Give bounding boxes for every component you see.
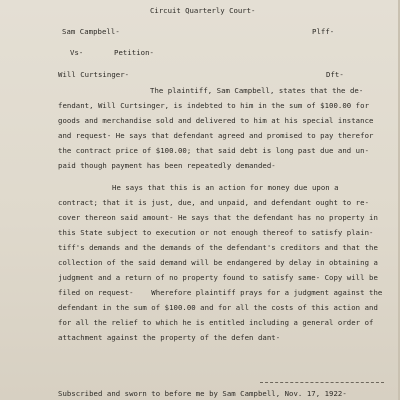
defendant-name: Will Curtsinger- xyxy=(58,70,130,79)
body-line: paid though payment has been repeatedly demanded- xyxy=(58,161,276,170)
body-line: cover thereon said amount- He says that the defendant has no property in xyxy=(58,213,378,222)
body-line: collection of the said demand will be endangered by delay in obtaining a xyxy=(58,258,378,267)
court-heading: Circuit Quarterly Court- xyxy=(150,6,256,15)
body-line: contract; that it is just, due, and unpaid, and defendant ought to re- xyxy=(58,198,370,207)
body-line: this State subject to execution or not enough thereof to satisfy plain- xyxy=(58,228,374,237)
plaintiff-name: Sam Campbell- xyxy=(62,27,120,36)
body-line: fendant, Will Curtsinger, is indebted to him in the sum of $100.00 for xyxy=(58,101,370,110)
petition-label: Petition- xyxy=(114,48,154,57)
body-line: judgment and a return of no property found to satisfy same- Copy will be xyxy=(58,273,378,282)
body-line: attachment against the property of the defen dant- xyxy=(58,333,281,342)
body-line: for all the relief to which he is entitled including a general order of xyxy=(58,318,374,327)
body-line: filed on request- Wherefore plaintiff prays for a judgment against the xyxy=(58,288,383,297)
versus-label: Vs- xyxy=(70,48,84,57)
body-line: defendant in the sum of $100.00 and for all the costs of this action and xyxy=(58,303,378,312)
plaintiff-role: Plff- xyxy=(312,27,335,36)
body-line: and request- He says that defendant agreed and promised to pay therefor xyxy=(58,131,374,140)
body-line: The plaintiff, Sam Campbell, states that the de- xyxy=(150,86,364,95)
body-line: He says that this is an action for money due upon a xyxy=(112,183,339,192)
signature-line xyxy=(260,382,384,383)
body-line: tiff's demands and the demands of the defendant's creditors and that the xyxy=(58,243,378,252)
body-line: the contract price of $100.00; that said debt is long past due and un- xyxy=(58,146,370,155)
defendant-role: Dft- xyxy=(326,70,344,79)
body-line: goods and merchandise sold and delivered to him at his special instance xyxy=(58,116,374,125)
jurat-line: Subscribed and sworn to before me by Sam Campbell, Nov. 17, 1922- xyxy=(58,389,347,398)
